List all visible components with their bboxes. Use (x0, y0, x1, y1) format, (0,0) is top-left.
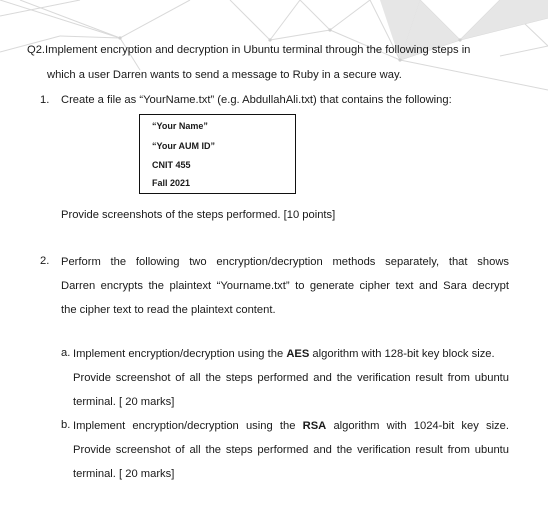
sub-item-a-post: algorithm with 128-bit key block size. (309, 348, 495, 360)
question-line-2: which a user Darren wants to send a message to Ruby in a secure way. (47, 69, 402, 81)
item-2-line-3: the cipher text to read the plaintext content. (61, 304, 276, 316)
item-1-note: Provide screenshots of the steps performed. [10 points] (61, 209, 336, 221)
file-line-name: “Your Name” (152, 121, 208, 131)
sub-item-b-label: b. (61, 419, 71, 431)
item-1-text: Create a file as “YourName.txt” (e.g. AbdullahAli.txt) that contains the following: (61, 94, 452, 106)
sub-item-a-label: a. (61, 347, 71, 359)
file-line-term: Fall 2021 (152, 178, 191, 188)
sub-item-b-line-1 (73, 414, 509, 438)
aes-algorithm-name: AES (286, 348, 310, 360)
sub-item-a-pre: Implement encryption/decryption using the (73, 348, 287, 360)
sub-item-a-line-3: terminal. [ 20 marks] (73, 396, 175, 408)
question-title: Q2.Implement encryption and decryption in Ubuntu terminal through the following steps in (27, 44, 471, 56)
sub-item-b-line-3: terminal. [ 20 marks] (73, 468, 175, 480)
sub-item-b (73, 414, 509, 486)
file-line-aum-id: “Your AUM ID” (152, 141, 215, 151)
item-2-line-2: Darren encrypts the plaintext “Yourname.txt” to generate cipher text and Sara decrypt (61, 280, 509, 292)
item-2-line-1: Perform the following two encryption/decryption methods separately, that shows (61, 256, 509, 268)
file-line-course: CNIT 455 (152, 160, 191, 170)
sub-item-b-pre: Implement encryption/decryption using the (73, 420, 303, 432)
item-2-number: 2. (40, 255, 50, 267)
sub-item-a-line-2: Provide screenshot of all the steps performed and the verification result from ubuntu (73, 372, 509, 384)
sub-item-a (73, 342, 509, 414)
item-1-number: 1. (40, 94, 50, 106)
rsa-algorithm-name: RSA (302, 420, 327, 432)
item-2-text (61, 250, 509, 322)
sub-item-b-post: algorithm with 1024-bit key size. (326, 420, 509, 432)
sub-item-a-line-1 (73, 342, 509, 366)
file-contents-box (139, 114, 296, 194)
sub-item-b-line-2: Provide screenshot of all the steps performed and the verification result from ubuntu (73, 444, 509, 456)
